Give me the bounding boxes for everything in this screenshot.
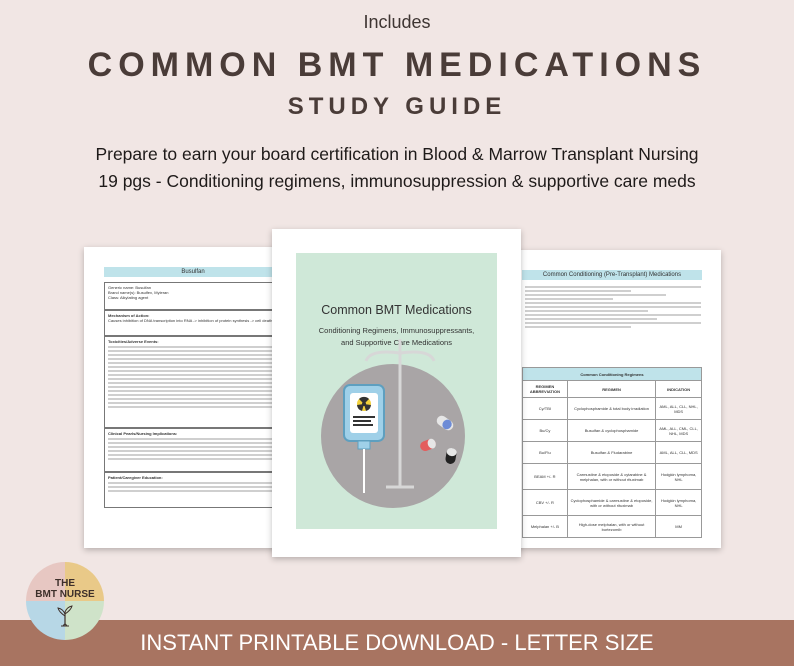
table-cell: Cyclophosphamide & carmustine & etoposide, with or without rituximab [567,490,655,516]
table-row [523,398,702,420]
moa-text: Causes inhibition of DNA transcription into RNA -> inhibition of protein synthesis -> cell death [108,318,273,323]
table-cell: AML, ALL, CML, CLL, NHL, MDS [656,420,702,442]
pills-icon [419,414,458,465]
busulfan-page-preview [84,247,297,548]
table-cell: Melphalan +/- B [523,516,568,538]
table-header: REGIMEN ABBREVIATION [523,381,568,398]
chemo-bag-icon [344,385,384,493]
table-cell: CBV +/- R [523,490,568,516]
table-row [523,516,702,538]
main-title: COMMON BMT MEDICATIONS [87,46,707,84]
table-cell: AML, ALL, CLL, MDS [656,442,702,464]
table-cell: Carmustine & etoposide & cytarabine & melphalan, with or without rituximab [567,464,655,490]
description-line-2: 19 pgs - Conditioning regimens, immunosuppression & supportive care meds [98,171,696,191]
conditioning-regimens-table [522,367,702,538]
table-cell: Busulfan & cyclophosphamide [567,420,655,442]
nursing-box [104,428,282,472]
nursing-heading: Clinical Pearls/Nursing Implications: [108,431,178,436]
table-cell: MM [656,516,702,538]
table-cell: Bu/Flu [523,442,568,464]
table-cell: BEAM +/- R [523,464,568,490]
conditioning-text-lines [525,284,701,330]
cover-page-preview [272,229,521,557]
table-cell: Busulfan & Fludarabine [567,442,655,464]
table-title: Common Conditioning Regimens [523,368,702,381]
iv-bag-illustration [296,253,497,529]
sub-title: STUDY GUIDE [287,93,507,120]
cover-subtitle-line-2: and Supportive Care Medications [341,338,452,347]
description-line-1: Prepare to earn your board certification in Blood & Marrow Transplant Nursing [95,144,699,164]
table-cell: Cyclophosphamide & total body irradiation [567,398,655,420]
education-heading: Patient/Caregiver Education: [108,475,163,480]
table-row [523,420,702,442]
table-row [523,490,702,516]
cover-panel [296,253,497,529]
footer-banner [0,620,794,666]
education-box [104,472,282,508]
table-cell: Hodgkin lymphoma, NHL [656,490,702,516]
logo-line-2: BMT NURSE [35,589,95,600]
generic-name: Generic name: Busulfan [108,285,151,290]
table-cell: AML, ALL, CLL, NHL, MDS [656,398,702,420]
table-cell: High-dose melphalan, with or without bortezomib [567,516,655,538]
includes-label: Includes [363,12,431,32]
bmt-nurse-logo [26,562,104,640]
table-cell: Hodgkin lymphoma, NHL [656,464,702,490]
logo-text [26,578,104,600]
logo-line-1: THE [55,578,75,589]
table-header: INDICATION [656,381,702,398]
table-row [523,442,702,464]
moa-heading: Mechanism of Action: [108,313,150,318]
busulfan-heading: Busulfan [104,267,282,277]
moa-box [104,310,282,336]
table-cell: Cy/TBI [523,398,568,420]
footer-text: INSTANT PRINTABLE DOWNLOAD - LETTER SIZE [140,630,654,655]
conditioning-page-preview [505,250,721,548]
table-header: REGIMEN [567,381,655,398]
sprout-icon [55,604,75,630]
table-header-row [523,381,702,398]
brand-name: Brand name(s): Busulfex, Myleran [108,290,169,295]
toxicities-box [104,336,282,428]
conditioning-heading: Common Conditioning (Pre-Transplant) Medications [522,270,702,280]
toxicities-heading: Toxicities/Adverse Events: [108,339,159,344]
cover-title: Common BMT Medications [321,303,472,317]
table-row [523,464,702,490]
table-cell: Bu/Cy [523,420,568,442]
cover-subtitle-line-1: Conditioning Regimens, Immunosuppressants, [318,326,475,335]
drug-class: Class: Alkylating agent [108,295,149,300]
drug-names-box [104,282,282,310]
